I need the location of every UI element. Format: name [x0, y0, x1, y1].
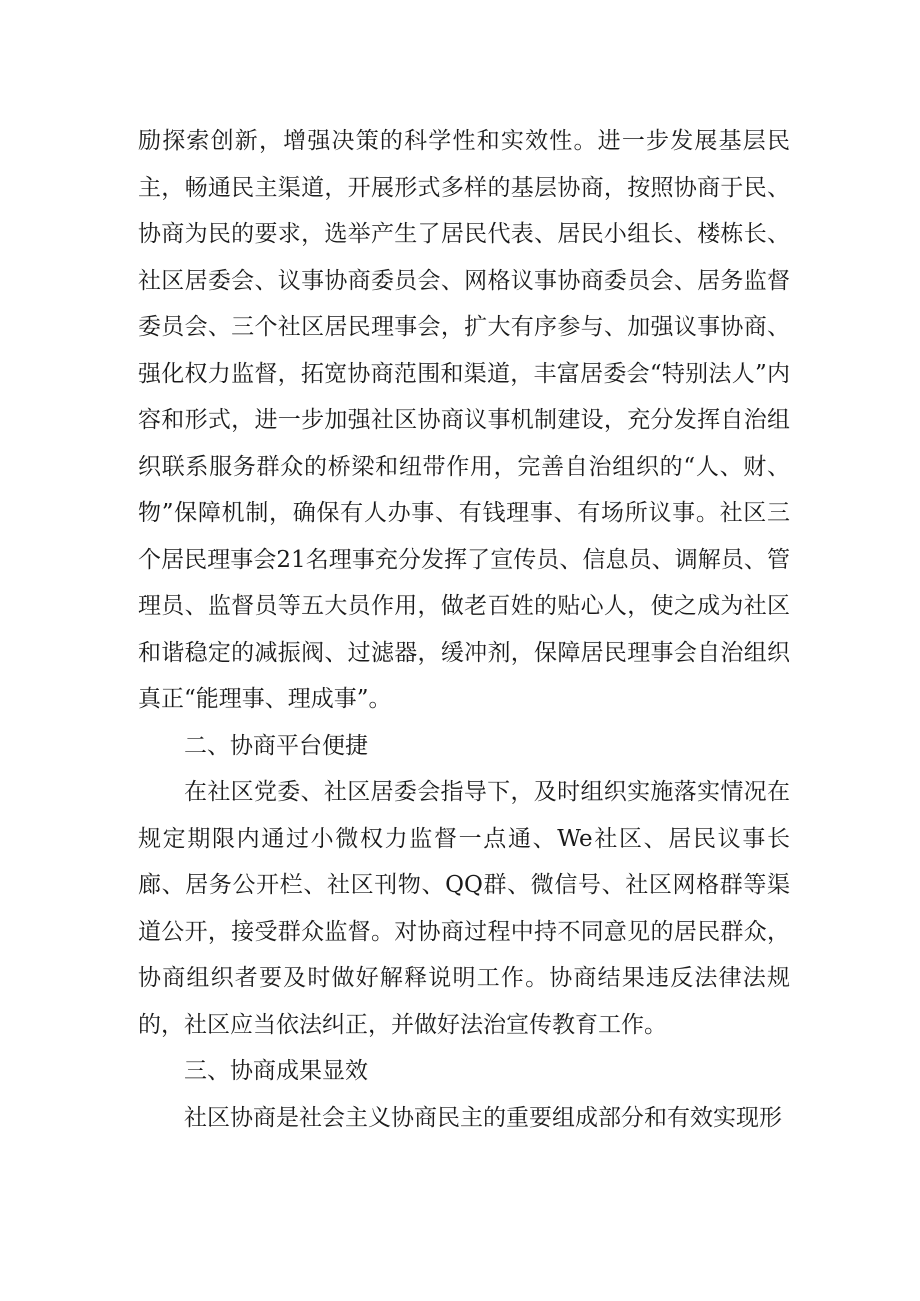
document-body — [138, 118, 790, 1141]
paragraph-section-three: 社区协商是社会主义协商民主的重要组成部分和有效实现形 — [184, 1104, 782, 1131]
paragraph-section-two: 在社区党委、社区居委会指导下，及时组织实施落实情况在规定期限内通过小微权力监督一点通、We社区、居民议事长廊、居务公开栏、社区刊物、QQ群、微信号、社区网格群等渠道公开，接受群众监督。对协商过程中持不同意见的居民群众，协商组织者要及时做好解释说明工作。协商结果违反法律法规的，社区应当依法纠正，并做好法治宣传教育工作。 — [138, 779, 790, 1038]
section-heading-two: 二、协商平台便捷 — [184, 732, 368, 759]
section-heading-three: 三、协商成果显效 — [184, 1058, 368, 1084]
paragraph-continuation: 励探索创新，增强决策的科学性和实效性。进一步发展基层民主，畅通民主渠道，开展形式多样的基层协商，按照协商于民、协商为民的要求，选举产生了居民代表、居民小组长、楼栋长、社区居委会、议事协商委员会、网格议事协商委员会、居务监督委员会、三个社区居民理事会，扩大有序参与、加强议事协商、强化权力监督，拓宽协商范围和渠道，丰富居委会“特别法人”内容和形式，进一步加强社区协商议事机制建设，充分发挥自治组织联系服务群众的桥梁和纽带作用，完善自治组织的“人、财、物”保障机制，确保有人办事、有钱理事、有场所议事。社区三个居民理事会21名理事充分发挥了宣传员、信息员、调解员、管理员、监督员等五大员作用，做老百姓的贴心人，使之成为社区和谐稳定的减振阀、过滤器，缓冲剂，保障居民理事会自治组织真正“能理事、理成事”。 — [138, 128, 790, 712]
